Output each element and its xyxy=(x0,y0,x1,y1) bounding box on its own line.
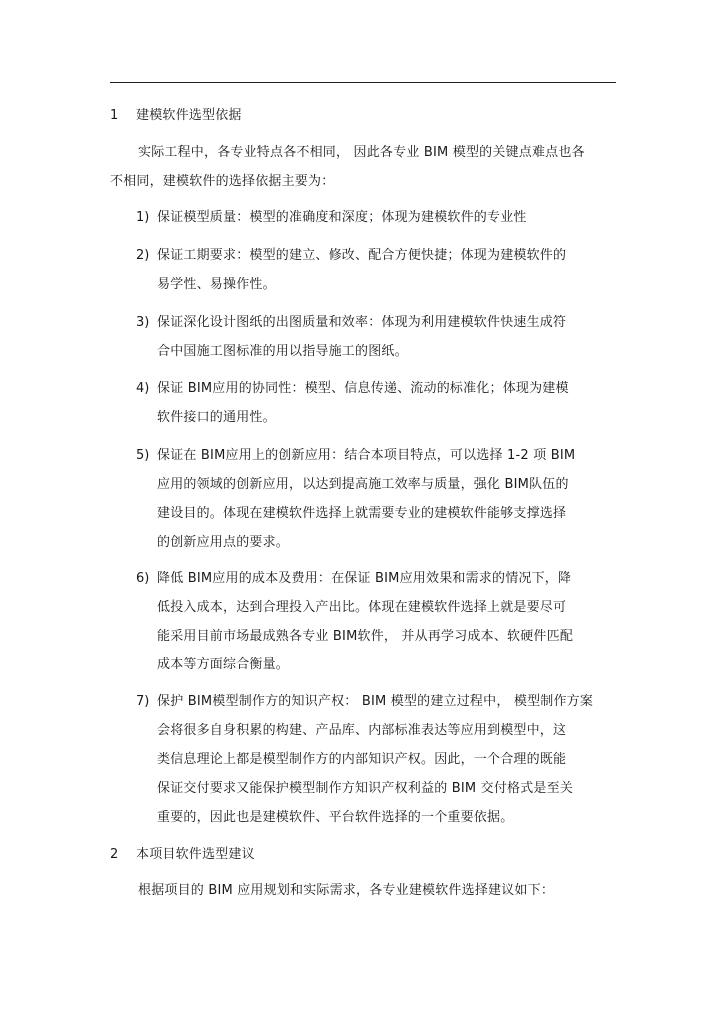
list-item-marker: 2) xyxy=(136,248,150,263)
list-item-line: 保证深化设计图纸的出图质量和效率：体现为利用建模软件快速生成符 xyxy=(157,315,567,330)
list-item-line: 的创新应用点的要求。 xyxy=(157,535,290,550)
section-1-intro-line-1: 实际工程中，各专业特点各不相同， 因此各专业 BIM 模型的关键点难点也各 xyxy=(138,145,585,160)
section-2-intro: 根据项目的 BIM 应用规划和实际需求，各专业建模软件选择建议如下： xyxy=(138,883,555,898)
list-item-line: 保护 BIM模型制作方的知识产权： BIM 模型的建立过程中， 模型制作方案 xyxy=(157,694,594,709)
section-2-number: 2 xyxy=(110,847,119,862)
section-1-number: 1 xyxy=(110,108,119,123)
list-item-line: 类信息理论上都是模型制作方的内部知识产权。因此，一个合理的既能 xyxy=(157,752,567,767)
list-item-line: 降低 BIM应用的成本及费用：在保证 BIM应用效果和需求的情况下，降 xyxy=(157,571,572,586)
list-item-line: 保证 BIM应用的协同性：模型、信息传递、流动的标准化；体现为建模 xyxy=(157,381,569,396)
list-item-line: 保证工期要求：模型的建立、修改、配合方便快捷；体现为建模软件的 xyxy=(157,248,567,263)
list-item-line: 重要的，因此也是建模软件、平台软件选择的一个重要依据。 xyxy=(157,810,514,825)
list-item-line: 软件接口的通用性。 xyxy=(157,410,276,425)
list-item-marker: 1) xyxy=(136,210,150,225)
header-rule xyxy=(110,82,616,83)
list-item-line: 建设目的。体现在建模软件选择上就需要专业的建模软件能够支撑选择 xyxy=(157,506,567,521)
list-item-line: 合中国施工图标准的用以指导施工的图纸。 xyxy=(157,344,408,359)
list-item-line: 低投入成本，达到合理投入产出比。体现在建模软件选择上就是要尽可 xyxy=(157,600,567,615)
list-item-line: 能采用目前市场最成熟各专业 BIM软件， 并从再学习成本、软硬件匹配 xyxy=(157,629,574,644)
list-item-line: 会将很多自身积累的构建、产品库、内部标准表达等应用到模型中，这 xyxy=(157,723,567,738)
section-2-title: 本项目软件选型建议 xyxy=(136,847,255,862)
list-item-line: 保证在 BIM应用上的创新应用：结合本项目特点，可以选择 1-2 项 BIM xyxy=(157,448,576,463)
section-1-intro-line-2: 不相同，建模软件的选择依据主要为： xyxy=(110,174,335,189)
list-item-line: 保证模型质量：模型的准确度和深度；体现为建模软件的专业性 xyxy=(157,210,527,225)
list-item-line: 成本等方面综合衡量。 xyxy=(157,657,290,672)
list-item-line: 易学性、易操作性。 xyxy=(157,277,276,292)
list-item-marker: 7) xyxy=(136,694,150,709)
list-item-line: 应用的领域的创新应用，以达到提高施工效率与质量，强化 BIM队伍的 xyxy=(157,477,569,492)
list-item-marker: 4) xyxy=(136,381,150,396)
list-item-line: 保证交付要求又能保护模型制作方知识产权利益的 BIM 交付格式是至关 xyxy=(157,781,574,796)
list-item-marker: 5) xyxy=(136,448,150,463)
section-1-title: 建模软件选型依据 xyxy=(136,108,242,123)
list-item-marker: 3) xyxy=(136,315,150,330)
list-item-marker: 6) xyxy=(136,571,150,586)
